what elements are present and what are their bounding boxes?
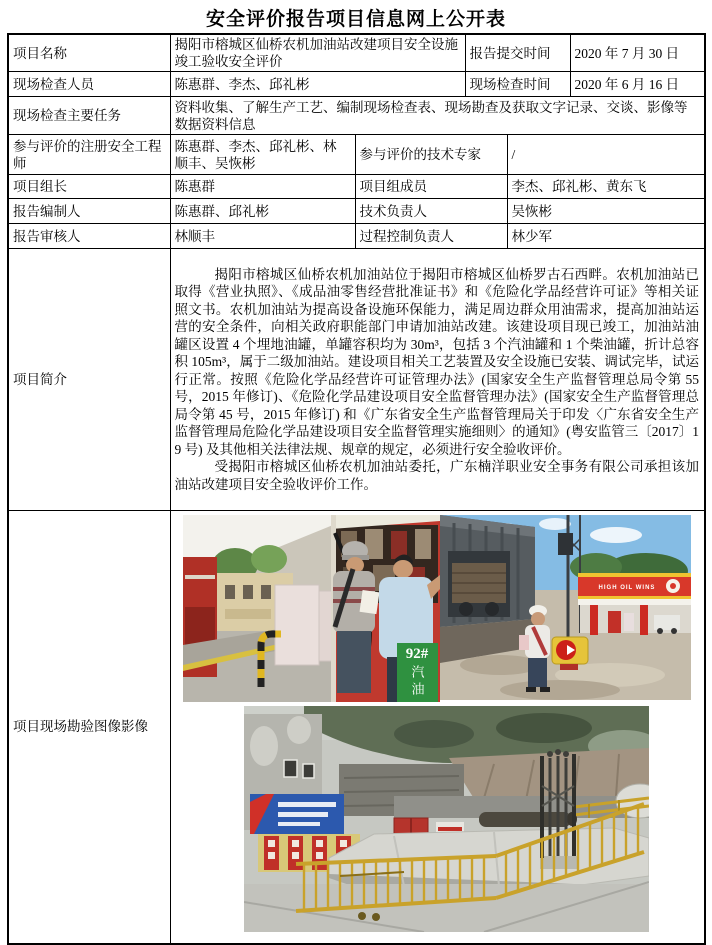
report-submit-time-label: 报告提交时间 [465,34,570,72]
info-table [7,33,706,945]
project-intro-label: 项目简介 [8,249,170,511]
table-row [8,224,705,249]
technical-experts-value: / [507,135,705,175]
table-row [8,135,705,175]
photo-tank-area-image [244,706,649,932]
table-row [8,199,705,224]
photo-tank-area [244,706,649,932]
photo-station-survey [440,515,691,700]
photo-pump-inspection [183,515,440,702]
site-inspect-tasks-label: 现场检查主要任务 [8,97,170,135]
canopy-slogan-text: HIGH OIL WINS [598,585,656,591]
report-reviewer-label: 报告审核人 [8,224,170,249]
site-photos-area [170,511,705,944]
technical-head-value: 吴恢彬 [507,199,705,224]
registered-engineers-value: 陈惠群、李杰、邱礼彬、林顺丰、吴恢彬 [170,135,355,175]
photo-station-survey-image [440,515,691,700]
pump-product-label: 汽油 [409,665,425,699]
intro-paragraph: 揭阳市榕城区仙桥农机加油站位于揭阳市榕城区仙桥罗古石西畔。农机加油站已取得《营业执照》、《成品油零售经营批准证书》和《危险化学品经营许可证》等相关证照文书。农机加油站为提高设备设施环保能力，满足周边群众用油需求，提高加油站运营的安全条件，向相关政府职能部门申请加油站改建。该建设项目现已竣工，加油站油罐区设置 4 个埋地油罐，单罐容积均为 30m³，包括 3 个汽油罐和 1 个柴油罐，折计总容积 105m³，属于二级加油站。建设项目相关工艺装置及安全设施已安装、调试完毕，试运行正常。按照《危险化学品经营许可证管理办法》(国家安全生产监督管理总局令第 55 号，2015 年修订)、《危险化学品建设项目安全监督管理办法》(国家安全生产监督管理总局令第 45 号，2015 年修订) 和《广东省安全生产监督管理局关于印发〈广东省安全生产监督管理局危险化学品建设项目安全监督管理实施细则〉的通知》(粤安监管三〔2017〕19 号) 及其他相关法律法规、规章的规定，必须进行安全验收评价。 [174,266,699,457]
intro-paragraph: 受揭阳市榕城区仙桥农机加油站委托，广东楠洋职业安全事务有限公司承担该加油站改建项目安全验收评价工作。 [174,459,699,492]
table-row [8,72,705,97]
technical-head-label: 技术负责人 [355,199,507,224]
project-members-label: 项目组成员 [355,175,507,199]
table-row [8,97,705,135]
page-title: 安全评价报告项目信息网上公开表 [205,9,506,30]
report-reviewer-value: 林顺丰 [170,224,355,249]
process-control-head-value: 林少军 [507,224,705,249]
project-intro-text [170,249,705,511]
technical-experts-label: 参与评价的技术专家 [355,135,507,175]
process-control-head-label: 过程控制负责人 [355,224,507,249]
site-photos-label: 项目现场勘验图像影像 [8,511,170,944]
project-members-value: 李杰、邱礼彬、黄东飞 [507,175,705,199]
site-inspectors-value: 陈惠群、李杰、邱礼彬 [170,72,465,97]
table-row [8,249,705,511]
site-inspect-time-value: 2020 年 6 月 16 日 [570,72,705,97]
site-inspect-time-label: 现场检查时间 [465,72,570,97]
project-leader-label: 项目组长 [8,175,170,199]
report-author-label: 报告编制人 [8,199,170,224]
site-inspect-tasks-value: 资料收集、了解生产工艺、编制现场检查表、现场勘查及获取文字记录、交谈、影像等数据资料信息 [170,97,705,135]
pump-grade-label: 92# [405,646,429,662]
project-leader-value: 陈惠群 [170,175,355,199]
registered-engineers-label: 参与评价的注册安全工程师 [8,135,170,175]
report-submit-time-value: 2020 年 7 月 30 日 [570,34,705,72]
table-row [8,511,705,944]
site-inspectors-label: 现场检查人员 [8,72,170,97]
report-author-value: 陈惠群、邱礼彬 [170,199,355,224]
table-row [8,175,705,199]
project-name-value: 揭阳市榕城区仙桥农机加油站改建项目安全设施竣工验收安全评价 [170,34,465,72]
project-name-label: 项目名称 [8,34,170,72]
pump-price-sign [397,643,438,702]
table-row [8,34,705,72]
